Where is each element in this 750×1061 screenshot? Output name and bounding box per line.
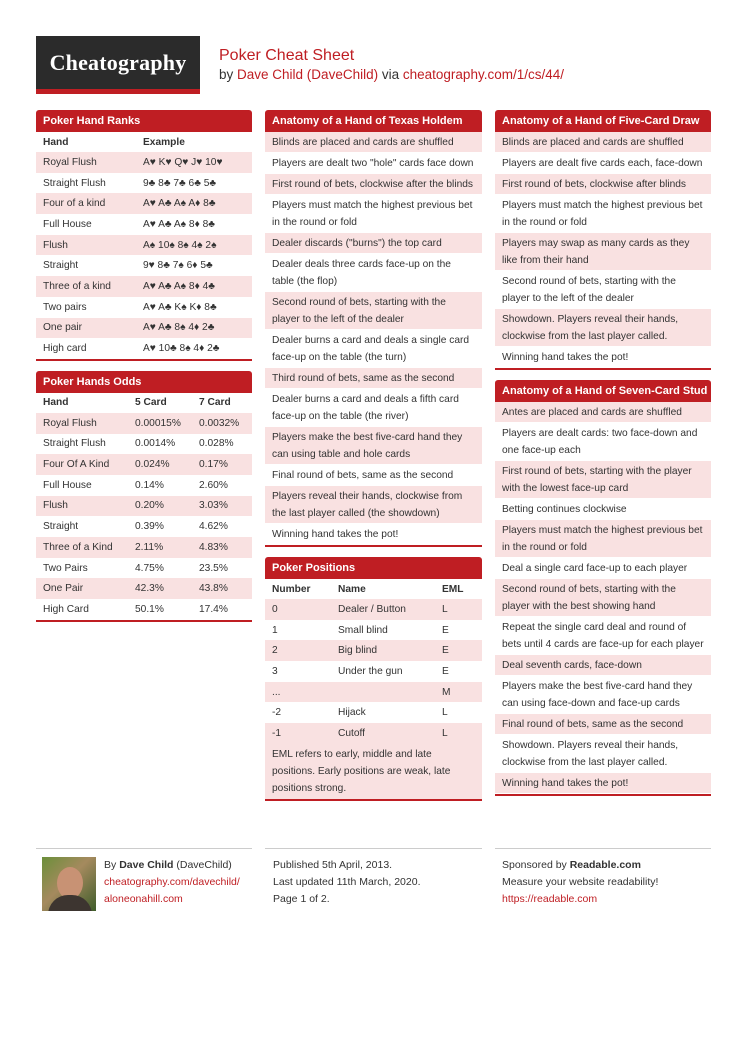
table-row xyxy=(36,434,252,455)
sheet-url-link[interactable]: cheatography.com/1/cs/44/ xyxy=(402,67,564,82)
table-cell: Three of a kind xyxy=(36,276,136,297)
positions-section xyxy=(265,557,482,801)
table-row xyxy=(36,193,252,214)
list-item: First round of bets, starting with the player with the lowest face-up card xyxy=(495,461,711,499)
via-text: via xyxy=(381,67,400,82)
list-item: Third round of bets, same as the second xyxy=(265,368,482,389)
list-item: Deal seventh cards, face-down xyxy=(495,655,711,676)
table-cell: -2 xyxy=(272,707,282,719)
list-item: Dealer discards ("burns") the top card xyxy=(265,233,482,254)
column-2 xyxy=(265,110,482,811)
list-item: Showdown. Players reveal their hands, clockwise from the last player called. xyxy=(495,309,711,347)
table-cell: E xyxy=(442,665,449,677)
five-card-section xyxy=(495,110,711,370)
section-title: Poker Hand Ranks xyxy=(36,110,252,132)
footer-author-name: Dave Child xyxy=(119,859,174,871)
table-cell: 3 xyxy=(272,665,278,677)
table-cell: Small blind xyxy=(338,624,388,636)
table-cell: Cutoff xyxy=(331,723,435,744)
table-cell: -1 xyxy=(265,723,331,744)
list-item: Antes are placed and cards are shuffled xyxy=(495,402,711,423)
table-cell: M xyxy=(435,682,482,703)
table-cell: L xyxy=(442,707,448,719)
table-cell: 0 xyxy=(265,599,331,620)
byline xyxy=(219,67,564,82)
table-cell: A♥ A♣ K♠ K♦ 8♣ xyxy=(143,301,217,313)
table-cell: ... xyxy=(265,682,331,703)
table-cell: 50.1% xyxy=(135,603,164,615)
table-row xyxy=(36,214,252,235)
table-cell: A♥ A♣ 8♠ 4♦ 2♣ xyxy=(136,318,252,339)
column-header: EML xyxy=(442,583,464,595)
table-cell: Hijack xyxy=(338,707,366,719)
table-cell: 9♥ 8♣ 7♠ 6♦ 5♣ xyxy=(143,260,213,272)
section-title: Poker Positions xyxy=(265,557,482,579)
list-item: First round of bets, clockwise after the blinds xyxy=(265,174,482,195)
hand-odds-section xyxy=(36,371,252,622)
column-header: Name xyxy=(338,583,366,595)
list-item: Dealer deals three cards face-up on the table (the flop) xyxy=(265,254,482,292)
column-header: 5 Card xyxy=(135,397,167,409)
table-row xyxy=(265,682,482,703)
table-cell: 0.14% xyxy=(135,479,164,491)
table-cell: 42.3% xyxy=(128,578,192,599)
table-row xyxy=(36,516,252,537)
table-cell: Straight Flush xyxy=(43,177,106,189)
table-cell: Under the gun xyxy=(338,665,403,677)
table-cell: 0.0014% xyxy=(135,438,176,450)
table-row xyxy=(36,413,252,434)
list-item: Winning hand takes the pot! xyxy=(495,347,711,368)
page-title: Poker Cheat Sheet xyxy=(219,47,355,64)
title-block xyxy=(219,46,564,82)
table-row xyxy=(265,723,482,744)
table-row xyxy=(265,661,482,682)
table-cell xyxy=(331,682,435,703)
table-cell: 3.03% xyxy=(192,496,252,517)
table-cell: 0.0032% xyxy=(192,413,252,434)
cheatography-logo[interactable]: Cheatography xyxy=(36,36,200,94)
table-cell: Full House xyxy=(43,479,92,491)
author-site-link[interactable]: aloneonahill.com xyxy=(104,893,183,905)
footer-sponsor xyxy=(495,848,711,914)
list-item: Players are dealt five cards each, face-down xyxy=(495,153,711,174)
table-row xyxy=(36,496,252,517)
table-cell: 0.024% xyxy=(128,454,192,475)
sponsor-tagline: Measure your website readability! xyxy=(502,876,659,888)
list-item: First round of bets, clockwise after blinds xyxy=(495,174,711,195)
table-cell: Royal Flush xyxy=(36,152,136,173)
table-cell: A♥ 10♣ 8♠ 4♦ 2♣ xyxy=(143,343,220,355)
table-row xyxy=(36,152,252,173)
table-row xyxy=(36,318,252,339)
table-cell: 0.00015% xyxy=(128,413,192,434)
list-item: Second round of bets, starting with the player to the left of the dealer xyxy=(265,292,482,330)
table-cell: 0.20% xyxy=(128,496,192,517)
table-cell: 9♣ 8♣ 7♣ 6♣ 5♣ xyxy=(143,177,217,189)
avatar[interactable] xyxy=(42,857,96,911)
section-title: Anatomy of a Hand of Texas Holdem xyxy=(265,110,482,132)
by-prefix: by xyxy=(219,67,234,82)
list-item: Blinds are placed and cards are shuffled xyxy=(265,132,482,153)
table-row xyxy=(265,620,482,641)
table-cell: 43.8% xyxy=(192,578,252,599)
table-row xyxy=(36,454,252,475)
table-cell: A♥ A♣ A♠ 8♦ 4♣ xyxy=(136,276,252,297)
table-cell: 4.83% xyxy=(192,537,252,558)
table-cell: High Card xyxy=(43,603,89,615)
table-row xyxy=(36,297,252,318)
updated-date: Last updated 11th March, 2020. xyxy=(273,876,421,888)
list-item: Second round of bets, starting with the player with the best showing hand xyxy=(495,579,711,617)
footer-author-handle: (DaveChild) xyxy=(176,859,232,871)
table-row xyxy=(36,338,252,359)
holdem-section xyxy=(265,110,482,547)
hand-ranks-section xyxy=(36,110,252,361)
table-cell: 17.4% xyxy=(199,603,228,615)
table-row xyxy=(36,255,252,276)
table-row xyxy=(36,173,252,194)
list-item: Dealer burns a card and deals a fifth card face-up on the table (the river) xyxy=(265,389,482,427)
table-cell: L xyxy=(435,599,482,620)
list-item: Players are dealt cards: two face-down and one face-up each xyxy=(495,423,711,461)
list-item: Players reveal their hands, clockwise from the last player called (the showdown) xyxy=(265,486,482,524)
table-cell: L xyxy=(435,723,482,744)
by-label: By xyxy=(104,859,117,871)
table-cell: Two pairs xyxy=(43,301,87,313)
table-row xyxy=(36,558,252,579)
table-cell: 0.39% xyxy=(135,521,164,533)
list-item: Showdown. Players reveal their hands, clockwise from the last player called. xyxy=(495,735,711,773)
table-cell: 0.028% xyxy=(199,438,234,450)
table-row xyxy=(265,640,482,661)
column-header: Hand xyxy=(43,136,69,148)
column-1 xyxy=(36,110,252,632)
list-item: Deal a single card face-up to each player xyxy=(495,558,711,579)
table-cell: A♥ A♣ A♠ 8♦ 8♣ xyxy=(143,218,215,230)
list-item: Dealer burns a card and deals a single card face-up on the table (the turn) xyxy=(265,330,482,368)
table-cell: Big blind xyxy=(331,640,435,661)
table-row xyxy=(36,599,252,620)
section-title: Anatomy of a Hand of Seven-Card Stud xyxy=(495,380,711,402)
table-cell: 2.60% xyxy=(199,479,228,491)
published-date: Published 5th April, 2013. xyxy=(273,859,393,871)
table-cell: A♠ 10♠ 8♠ 4♠ 2♠ xyxy=(136,235,252,256)
table-cell: Straight xyxy=(43,521,79,533)
list-item: Blinds are placed and cards are shuffled xyxy=(495,132,711,153)
table-cell: 23.5% xyxy=(199,562,228,574)
author-link[interactable]: Dave Child (DaveChild) xyxy=(237,67,379,82)
seven-card-section xyxy=(495,380,711,796)
positions-note: EML refers to early, middle and late positions. Early positions are weak, late positions strong. xyxy=(265,744,482,799)
list-item: Final round of bets, same as the second xyxy=(495,714,711,735)
table-cell: One pair xyxy=(36,318,136,339)
table-cell: Two Pairs xyxy=(43,562,88,574)
table-cell: 4.75% xyxy=(135,562,164,574)
list-item: Players may swap as many cards as they like from their hand xyxy=(495,233,711,271)
sponsored-by-label: Sponsored by xyxy=(502,859,567,871)
holdem-steps xyxy=(265,132,482,545)
table-cell: 2.11% xyxy=(128,537,192,558)
list-item: Players are dealt two "hole" cards face down xyxy=(265,153,482,174)
table-row xyxy=(36,537,252,558)
table-cell: Straight xyxy=(43,260,79,272)
list-item: Betting continues clockwise xyxy=(495,499,711,520)
list-item: Players must match the highest previous bet in the round or fold xyxy=(265,195,482,233)
table-cell: Three of a Kind xyxy=(36,537,128,558)
section-title: Poker Hands Odds xyxy=(36,371,252,393)
table-row xyxy=(265,702,482,723)
column-header: Example xyxy=(143,136,185,148)
hand-ranks-table xyxy=(36,132,252,359)
table-cell: 2 xyxy=(265,640,331,661)
table-cell: High card xyxy=(43,343,87,355)
table-cell: 0.17% xyxy=(192,454,252,475)
sponsor-name[interactable]: Readable.com xyxy=(569,859,641,871)
list-item: Second round of bets, starting with the player to the left of the dealer xyxy=(495,271,711,309)
table-cell: A♥ K♥ Q♥ J♥ 10♥ xyxy=(136,152,252,173)
sponsor-link[interactable]: https://readable.com xyxy=(502,893,598,905)
five-card-steps xyxy=(495,132,711,368)
list-item: Players must match the highest previous bet in the round or fold xyxy=(495,195,711,233)
footer-author xyxy=(36,848,252,914)
page-number: Page 1 of 2. xyxy=(273,893,330,905)
table-cell: Straight Flush xyxy=(43,438,106,450)
hand-odds-table xyxy=(36,393,252,620)
table-cell: E xyxy=(435,640,482,661)
list-item: Players must match the highest previous bet in the round or fold xyxy=(495,520,711,558)
column-header: 7 Card xyxy=(199,397,231,409)
table-cell: 1 xyxy=(272,624,278,636)
author-profile-link[interactable]: cheatography.com/davechild/ xyxy=(104,876,240,888)
table-row xyxy=(265,599,482,620)
footer-meta xyxy=(265,848,482,914)
table-cell: Full House xyxy=(43,218,92,230)
column-header: Hand xyxy=(43,397,69,409)
list-item: Repeat the single card deal and round of bets until 4 cards are face-up for each player xyxy=(495,617,711,655)
table-cell: Flush xyxy=(36,496,128,517)
table-cell: Four Of A Kind xyxy=(36,454,128,475)
table-row xyxy=(36,235,252,256)
section-title: Anatomy of a Hand of Five-Card Draw xyxy=(495,110,711,132)
table-cell: Royal Flush xyxy=(36,413,128,434)
list-item: Final round of bets, same as the second xyxy=(265,465,482,486)
table-cell: Flush xyxy=(36,235,136,256)
list-item: Players make the best five-card hand they can using table and hole cards xyxy=(265,427,482,465)
table-row xyxy=(36,276,252,297)
table-cell: Four of a kind xyxy=(36,193,136,214)
seven-card-steps xyxy=(495,402,711,794)
table-row xyxy=(36,578,252,599)
table-cell: Dealer / Button xyxy=(331,599,435,620)
table-row xyxy=(36,475,252,496)
positions-table xyxy=(265,579,482,744)
table-cell: One Pair xyxy=(36,578,128,599)
list-item: Players make the best five-card hand they can using face-down and face-up cards xyxy=(495,676,711,714)
list-item: Winning hand takes the pot! xyxy=(265,524,482,545)
column-header: Number xyxy=(272,583,311,595)
list-item: Winning hand takes the pot! xyxy=(495,773,711,794)
table-cell: E xyxy=(442,624,449,636)
table-cell: A♥ A♣ A♠ A♦ 8♣ xyxy=(136,193,252,214)
column-3 xyxy=(495,110,711,806)
table-cell: 4.62% xyxy=(199,521,228,533)
